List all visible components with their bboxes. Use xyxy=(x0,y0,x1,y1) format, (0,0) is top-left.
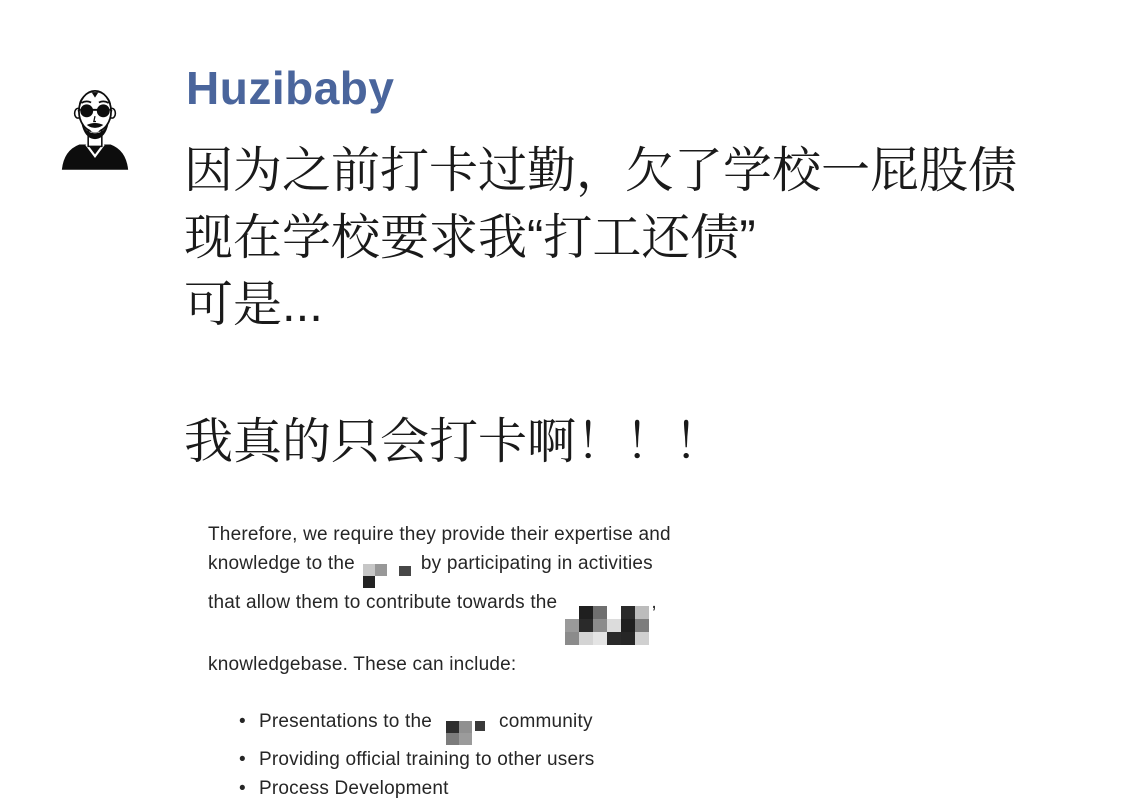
post-body-line-3: 可是... xyxy=(184,278,323,332)
post-body xyxy=(184,138,1017,476)
redaction-mosaic xyxy=(446,721,485,745)
quote-text: Therefore, we require they provide their expertise and xyxy=(208,524,671,545)
post-body-line-4: 我真的只会打卡啊！！！ xyxy=(184,415,724,469)
post-body-line-1: 因为之前打卡过勤，欠了学校一屁股债 xyxy=(184,144,1018,198)
post-body-line-2: 现在学校要求我“打工还债” xyxy=(184,211,756,265)
quote-text: Providing official training to other users xyxy=(259,749,595,770)
quote-text: that allow them to contribute towards the xyxy=(208,592,558,613)
paragraph-gap xyxy=(184,339,1017,409)
quote-text: Process Development xyxy=(259,778,449,799)
quote-text: knowledgebase. These can include: xyxy=(208,654,517,675)
author-username-link[interactable]: Huzibaby xyxy=(186,62,395,114)
bullet-icon: • xyxy=(239,778,246,799)
redaction-mosaic xyxy=(363,564,411,588)
quote-line xyxy=(208,588,671,650)
quote-line xyxy=(208,549,671,588)
man-with-sunglasses-avatar-icon xyxy=(56,76,134,170)
quote-bullet-item xyxy=(208,707,671,745)
quote-text: Presentations to the xyxy=(259,711,432,732)
quote-bullet-list xyxy=(208,707,671,803)
quoted-document-excerpt xyxy=(208,520,671,803)
quote-line xyxy=(208,650,671,679)
quote-text: community xyxy=(499,711,593,732)
quote-text: by participating in activities xyxy=(420,553,653,574)
redaction-mosaic xyxy=(565,606,649,645)
bullet-icon: • xyxy=(239,711,246,732)
avatar[interactable] xyxy=(56,76,134,170)
quote-text: , xyxy=(651,592,657,613)
quote-line xyxy=(208,520,671,549)
quote-text: knowledge to the xyxy=(208,553,355,574)
quote-bullet-item xyxy=(208,745,671,774)
quote-bullet-item xyxy=(208,774,671,803)
bullet-icon: • xyxy=(239,749,246,770)
